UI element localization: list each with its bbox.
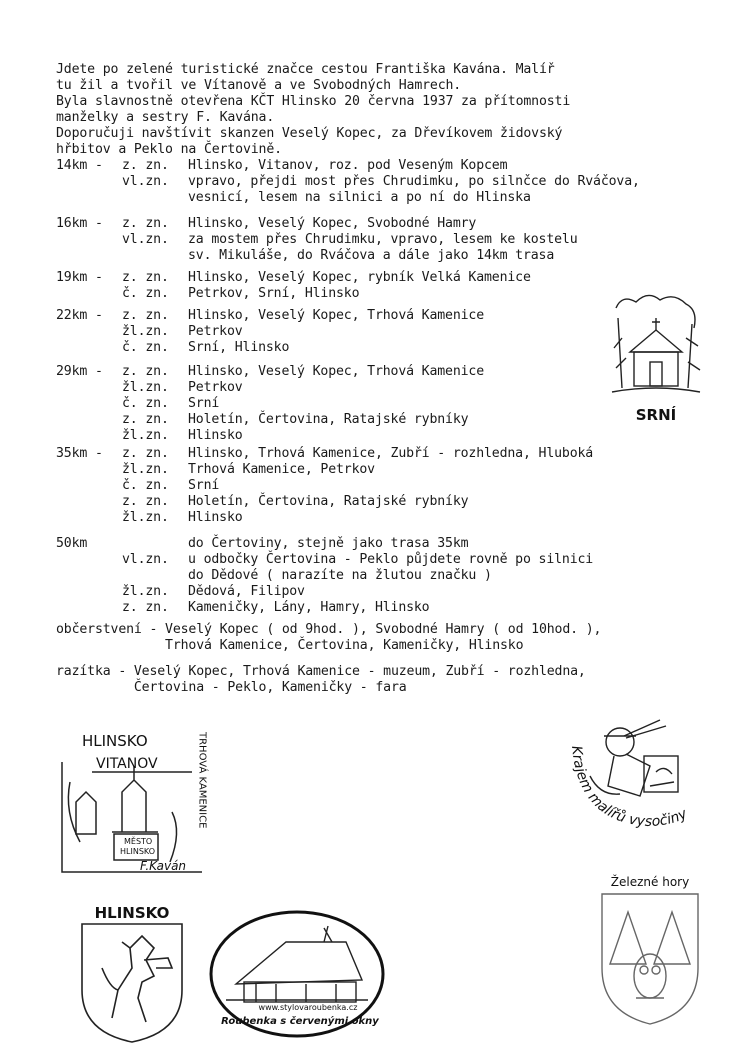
stamps-text-block [56, 664, 586, 696]
trail-mark-code: z. zn. [122, 308, 169, 323]
route-line [56, 364, 484, 380]
route-description: Petrkov [188, 324, 243, 339]
intro-paragraph [56, 62, 570, 158]
trail-mark-code: žl.zn. [122, 324, 169, 339]
stamps-line: Čertovina - Peklo, Kameničky - fara [56, 680, 407, 695]
route-block [56, 158, 640, 206]
trail-mark-code: z. zn. [122, 494, 169, 509]
route-line [56, 510, 593, 526]
route-description: Srní [188, 478, 220, 493]
trail-mark-code: z. zn. [122, 364, 169, 379]
route-description: vesnicí, lesem na silnici a po ní do Hlinska [188, 190, 531, 205]
route-line [56, 324, 484, 340]
route-description: Dědová, Filipov [188, 584, 305, 599]
krajem-maliru-stamp [560, 716, 730, 846]
route-distance: 19km - [56, 270, 103, 285]
route-line [56, 380, 484, 396]
route-line [56, 552, 593, 568]
trhova-label: TRHOVÁ KAMENICE [196, 732, 208, 829]
route-distance [56, 428, 122, 444]
route-line [56, 478, 593, 494]
trail-mark-code: žl.zn. [122, 510, 169, 525]
route-block [56, 446, 593, 526]
route-description: Srní [188, 396, 220, 411]
route-description: Kameničky, Lány, Hamry, Hlinsko [188, 600, 430, 615]
roubenka-name: Roubenka s červenými okny [221, 1016, 379, 1027]
route-line [56, 600, 593, 616]
roubenka-url: www.stylovaroubenka.cz [258, 1003, 358, 1012]
route-distance: 16km - [56, 216, 103, 231]
stamps-line: razítka - Veselý Kopec, Trhová Kamenice - muzeum, Zubří - rozhledna, [56, 664, 586, 679]
route-description: Hlinsko, Vitanov, roz. pod Veseným Kopcem [188, 158, 508, 173]
roubenka-stamp [206, 908, 388, 1040]
trail-mark-code: žl.zn. [122, 584, 169, 599]
trail-mark-code: z. zn. [122, 158, 169, 173]
route-distance: 14km - [56, 158, 103, 173]
intro-line: manželky a sestry F. Kavána. [56, 110, 275, 125]
trail-mark-code: z. zn. [122, 412, 169, 427]
zelezne-hory-stamp [596, 872, 704, 1028]
route-block [56, 536, 593, 616]
route-description: Srní, Hlinsko [188, 340, 290, 355]
route-distance: 50km [56, 536, 88, 551]
route-line [56, 428, 484, 444]
route-description: Hlinsko, Veselý Kopec, Svobodné Hamry [188, 216, 477, 231]
route-distance [56, 494, 122, 510]
route-distance [56, 286, 122, 302]
route-line [56, 270, 531, 286]
intro-line: Byla slavnostně otevřena KČT Hlinsko 20 června 1937 za přítomnosti [56, 94, 571, 109]
route-distance [56, 552, 122, 568]
route-description: Trhová Kamenice, Petrkov [188, 462, 375, 477]
route-line [56, 584, 593, 600]
route-distance [56, 584, 122, 600]
intro-line: Doporučuji navštívit skanzen Veselý Kopec, za Dřevíkovem židovský [56, 126, 563, 141]
route-description: Hlinsko, Veselý Kopec, rybník Velká Kamenice [188, 270, 531, 285]
route-distance [56, 462, 122, 478]
route-description: Hlinsko, Veselý Kopec, Trhová Kamenice [188, 364, 485, 379]
hlinsko-arc-label: HLINSKO [82, 732, 148, 750]
trail-mark-code: č. zn. [122, 340, 169, 355]
route-distance [56, 340, 122, 356]
route-description: u odbočky Čertovina - Peklo půjdete rovně po silnici [188, 552, 594, 567]
route-line [56, 158, 640, 174]
trail-mark-code [122, 248, 188, 264]
route-line [56, 536, 593, 552]
trail-mark-code: žl.zn. [122, 428, 169, 443]
route-distance [56, 396, 122, 412]
route-description: Petrkov, Srní, Hlinsko [188, 286, 360, 301]
trail-mark-code: žl.zn. [122, 462, 169, 477]
trail-mark-code: vl.zn. [122, 174, 169, 189]
trail-mark-code [122, 190, 188, 206]
route-line [56, 396, 484, 412]
route-line [56, 412, 484, 428]
route-line [56, 462, 593, 478]
trail-mark-code: z. zn. [122, 216, 169, 231]
trail-mark-code: vl.zn. [122, 232, 169, 247]
krajem-label: Krajem malířů vysočiny [567, 744, 690, 831]
route-distance [56, 324, 122, 340]
trail-mark-code: žl.zn. [122, 380, 169, 395]
trail-mark-code: č. zn. [122, 478, 169, 493]
trail-mark-code: č. zn. [122, 286, 169, 301]
route-distance [56, 232, 122, 248]
refreshments-block [56, 622, 601, 654]
route-distance: 22km - [56, 308, 103, 323]
route-description: do Dědové ( narazíte na žlutou značku ) [188, 568, 492, 583]
trail-mark-code: z. zn. [122, 600, 169, 615]
route-distance: 35km - [56, 446, 103, 461]
route-description: Petrkov [188, 380, 243, 395]
intro-line: tu žil a tvořil ve Vítanově a ve Svobodných Hamrech. [56, 78, 462, 93]
route-description: vpravo, přejdi most přes Chrudimku, po silnčce do Rváčova, [188, 174, 640, 189]
route-distance [56, 248, 122, 264]
refreshments-line: občerstvení - Veselý Kopec ( od 9hod. ), Svobodné Hamry ( od 10hod. ), [56, 622, 602, 637]
route-distance [56, 568, 122, 584]
refreshments-line: Trhová Kamenice, Čertovina, Kameničky, Hlinsko [56, 638, 524, 653]
route-line [56, 174, 640, 190]
route-description: Holetín, Čertovina, Ratajské rybníky [188, 494, 469, 509]
trail-mark-code: vl.zn. [122, 552, 169, 567]
hlinsko-crest-label: HLINSKO [94, 904, 170, 922]
hlinsko-vitanov-stamp [52, 722, 228, 882]
route-line [56, 568, 593, 584]
route-distance [56, 412, 122, 428]
route-distance [56, 478, 122, 494]
route-block [56, 270, 531, 302]
route-distance [56, 190, 122, 206]
trail-mark-code [122, 536, 188, 552]
route-distance [56, 380, 122, 396]
route-line [56, 248, 577, 264]
trail-mark-code: z. zn. [122, 446, 169, 461]
route-line [56, 190, 640, 206]
mesto-label: MĚSTO [124, 837, 153, 846]
srni-stamp [608, 288, 704, 428]
route-distance [56, 600, 122, 616]
trail-mark-code: č. zn. [122, 396, 169, 411]
vitanov-label: VITANOV [96, 756, 158, 772]
intro-line: hřbitov a Peklo na Čertovině. [56, 142, 282, 157]
route-line [56, 308, 484, 324]
route-line [56, 494, 593, 510]
route-description: Hlinsko [188, 510, 243, 525]
mesto-name-label: HLINSKO [120, 847, 155, 856]
zelezne-label: Železné hory [610, 875, 690, 889]
kavan-signature: F.Kaván [140, 859, 187, 873]
route-distance [56, 510, 122, 526]
route-line [56, 286, 531, 302]
route-description: Hlinsko, Trhová Kamenice, Zubří - rozhledna, Hluboká [188, 446, 594, 461]
route-block [56, 216, 577, 264]
trail-mark-code [122, 568, 188, 584]
route-description: Holetín, Čertovina, Ratajské rybníky [188, 412, 469, 427]
route-line [56, 340, 484, 356]
route-line [56, 446, 593, 462]
route-distance: 29km - [56, 364, 103, 379]
intro-line: Jdete po zelené turistické značce cestou Františka Kavána. Malíř [56, 62, 555, 77]
route-block [56, 308, 484, 356]
route-distance [56, 174, 122, 190]
srni-label: SRNÍ [635, 406, 677, 424]
route-description: sv. Mikuláše, do Rváčova a dále jako 14km trasa [188, 248, 555, 263]
route-description: za mostem přes Chrudimku, vpravo, lesem ke kostelu [188, 232, 578, 247]
route-description: do Čertoviny, stejně jako trasa 35km [188, 536, 469, 551]
route-description: Hlinsko [188, 428, 243, 443]
route-line [56, 216, 577, 232]
trail-mark-code: z. zn. [122, 270, 169, 285]
hlinsko-crest-stamp [72, 898, 192, 1044]
route-line [56, 232, 577, 248]
route-block [56, 364, 484, 444]
route-description: Hlinsko, Veselý Kopec, Trhová Kamenice [188, 308, 485, 323]
